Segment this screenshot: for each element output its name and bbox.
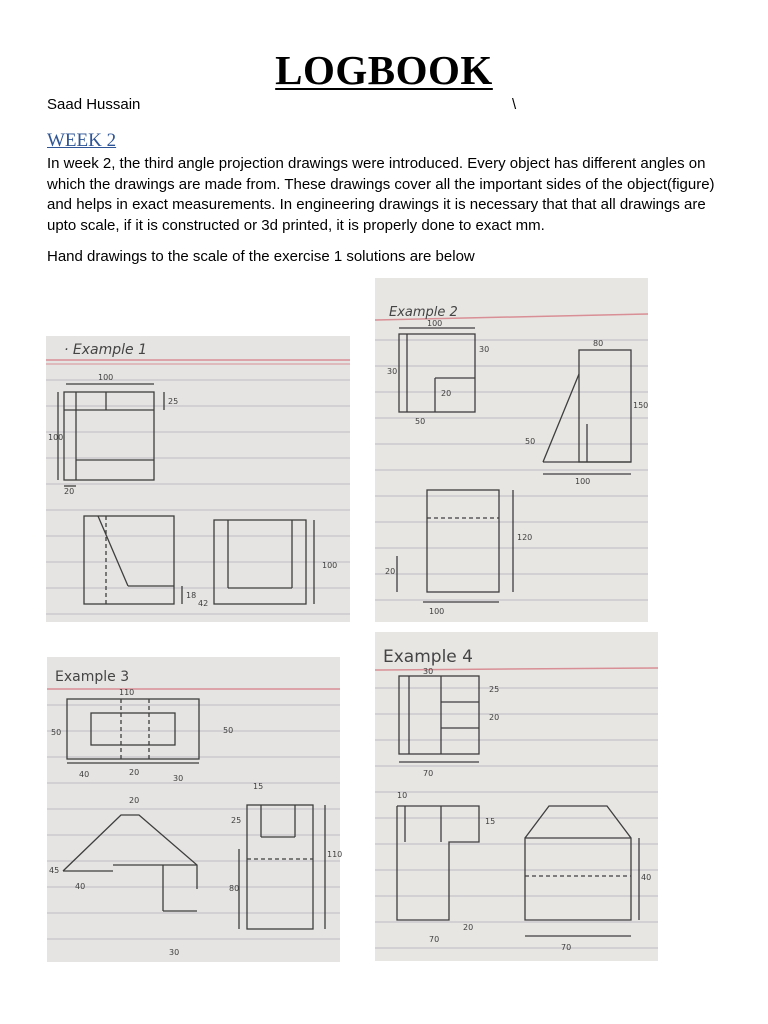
ex3-dim: 50	[223, 726, 234, 735]
ex4-label: Example 4	[383, 647, 473, 667]
ex2-dim: 20	[441, 389, 452, 398]
photo-example-4	[375, 632, 658, 961]
ex3-dim: 110	[119, 688, 135, 697]
ex2-label: Example 2	[389, 305, 458, 320]
ex3-dim: 25	[231, 816, 242, 825]
ex2-dim: 30	[387, 367, 398, 376]
ex4-dim: 20	[489, 713, 500, 722]
stray-backslash: \	[512, 96, 517, 113]
ex3-dim: 110	[327, 850, 343, 859]
ex1-dim: 100	[48, 433, 64, 442]
ex2-dim: 80	[593, 339, 604, 348]
body-paragraph: In week 2, the third angle projection drawings were introduced. Every object has different angles on which the drawings are made from. These drawings cover all the important sides of the object(figure) and helps in exact measurements. In engineering drawings it is necessary that that all drawings are upto scale, if it is constructed or 3d printed, it is properly done to exact mm.	[47, 155, 715, 234]
ex2-dim: 100	[575, 477, 591, 486]
ex2-dim: 100	[429, 607, 445, 616]
author-name: Saad Hussain	[47, 96, 141, 113]
ex2-dim: 30	[479, 345, 490, 354]
ex1-dim: 100	[322, 561, 338, 570]
ex3-dim: 40	[75, 882, 86, 891]
photo-example-2	[375, 278, 648, 622]
ex4-dim: 10	[397, 791, 408, 800]
ex3-dim: 30	[173, 774, 184, 783]
ex3-label: Example 3	[55, 669, 130, 685]
ex4-dim: 25	[489, 685, 500, 694]
ex1-dim: 42	[198, 599, 209, 608]
ex2-dim: 50	[415, 417, 426, 426]
ex2-dim: 100	[427, 319, 443, 328]
ex1-dim: 25	[168, 397, 179, 406]
ex4-dim: 70	[561, 943, 572, 952]
ex2-dim: 120	[517, 533, 533, 542]
ex3-dim: 50	[51, 728, 62, 737]
ex3-dim: 40	[79, 770, 90, 779]
intro-line: Hand drawings to the scale of the exercise 1 solutions are below	[47, 248, 475, 265]
ex4-dim: 40	[641, 873, 652, 882]
ex4-dim: 20	[463, 923, 474, 932]
ex1-dim: 100	[98, 373, 114, 382]
ex2-dim: 20	[385, 567, 396, 576]
ex1-label: · Example 1	[64, 342, 147, 358]
ex4-dim: 30	[423, 667, 434, 676]
ex3-dim: 15	[253, 782, 264, 791]
ex3-dim: 45	[49, 866, 60, 875]
ex3-dim: 20	[129, 768, 140, 777]
week-heading: WEEK 2	[47, 130, 117, 151]
ex4-dim: 70	[423, 769, 434, 778]
document-title: LOGBOOK	[275, 47, 493, 93]
photo-example-3	[47, 657, 343, 962]
ex1-dim: 20	[64, 487, 75, 496]
photo-example-1	[46, 336, 350, 622]
ex2-dim: 150	[633, 401, 649, 410]
ex3-dim: 80	[229, 884, 240, 893]
ex3-dim: 30	[169, 948, 180, 957]
ex2-dim: 50	[525, 437, 536, 446]
ex1-dim: 18	[186, 591, 197, 600]
ex4-dim: 70	[429, 935, 440, 944]
ex3-dim: 20	[129, 796, 140, 805]
ex4-dim: 15	[485, 817, 496, 826]
